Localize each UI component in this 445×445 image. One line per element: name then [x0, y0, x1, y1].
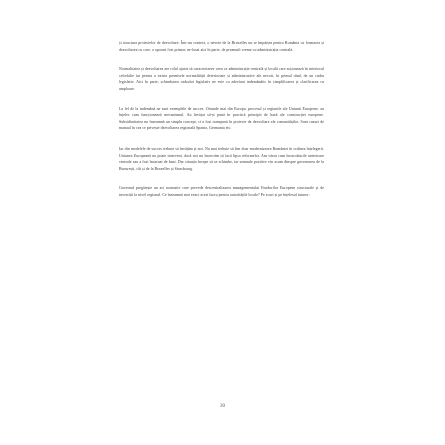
- paragraph-4: Iar din modelele de succes trebuie să învățăm și noi. Nu mai trebuie să fim doar modernizarea României în ordinea înțelegerii. Uniunea Europeană nu poate interveni, dacă noi nu încercăm să facă lipsa reformelor. Am văzut cum încurcăturile anterioare centrale sau a fost încarnat de bani. Dar situația începe să se schimbe, iar semnale pozitive vin acum dinspre guvernarea de la București, cât și de la Bruxelles și Strasbourg.: [119, 146, 324, 171]
- text-column: [119, 40, 324, 211]
- paragraph-1: și structura proiectelor de dezvoltare. Într-un context, o nevoie de la Bruxelles nu se împărțea pentru România cu formarea și dezvoltarea cu care, o sporuri fost primar, ne-lasat aici în parte, de preamult vreme cu administrația centrală.: [119, 41, 324, 52]
- paragraph-2: Normalitatea și dezvoltarea are rolul ajutat să caracterizeze ceea ce administrație centrală și locală care acționează în interiorul celorlalte iar pentru a exista premisele normalității deterioriate și administrative ale nevoii, în primul rând, de un cadru legislativ. Aici în parte, schimbarea cadrului legislativ ne este cu adevărat indemânătic în simplificarea și clarificarea cu amploare.: [119, 67, 324, 91]
- paragraph-5: Guvernul pregătește un act normativ care prevede descentralizarea managementului Fondurilor Europene structurale și de investiții la nivel regional. Ce înseamnă mai exact acest lucru pentru autoritățile locale? Pe scurt și pe înțelesul tuturor:: [119, 186, 324, 197]
- page-number: 30: [220, 404, 225, 409]
- paragraph-3: La fel de la indemână ne sunt exemplele de succes. Oriunde mai din Europa, procesul și regiunile ale Uniunii Europene, au înțeles cum funcționează mecanismul. Au învățat să-și pună în practică principii de bază ale construcției europene. Subsidiaritatea nu înseamnă un simplu concept, ci a fost transpusă în proiecte de dezvoltare ale comunităților. Sunt cazuri de manual în cea ce privește dezvoltarea regională Spania, Germania etc.: [119, 106, 324, 131]
